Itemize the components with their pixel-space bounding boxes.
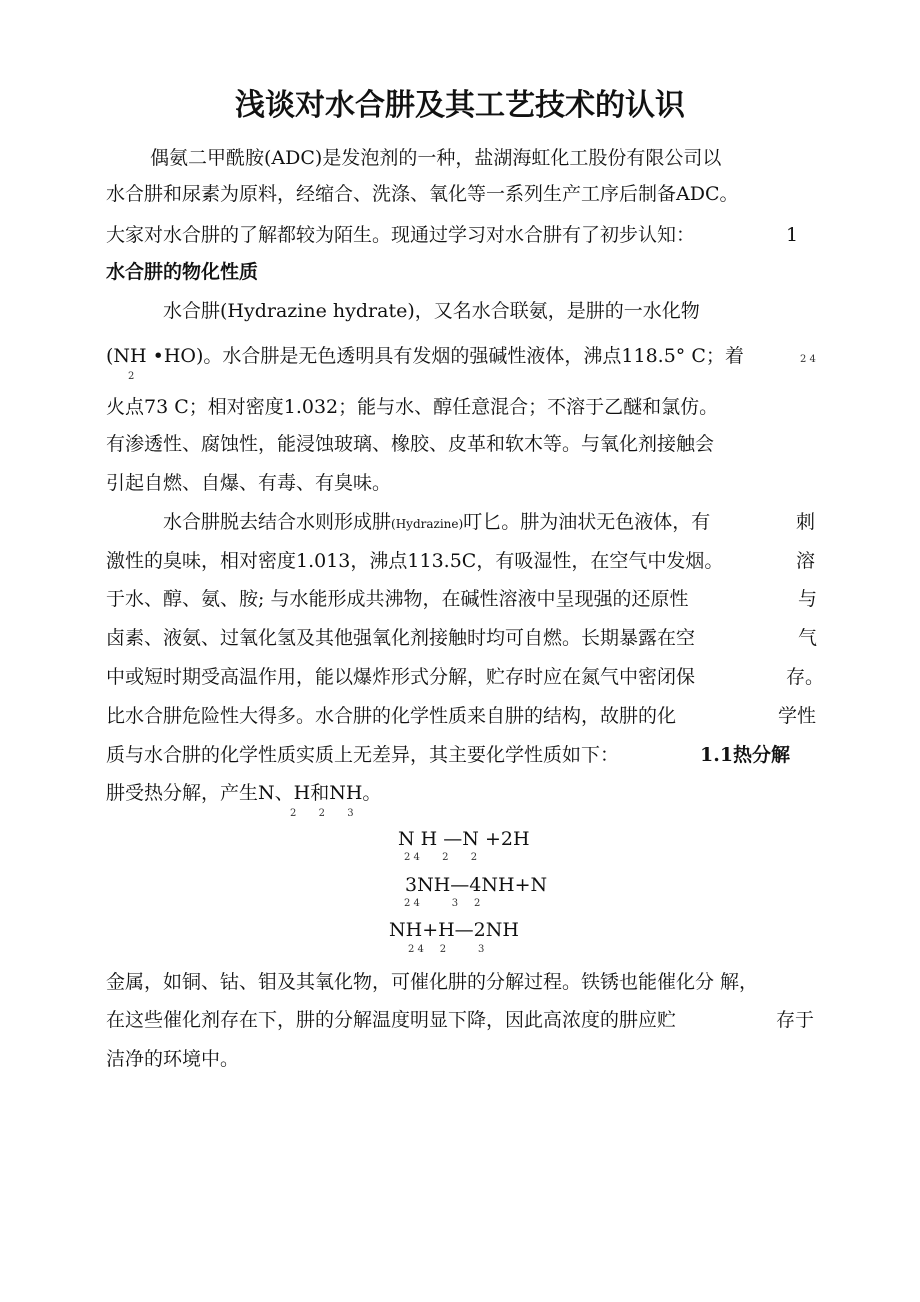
- para3-line-1-text-b: 叮匕。肼为油状无色液体，有: [463, 511, 711, 533]
- para2-line-2: (NH •HO)。水合肼是无色透明具有发烟的强碱性液体，沸点118.5° C；着: [106, 345, 744, 367]
- para3-line-1: [163, 510, 710, 536]
- para4-line-2-end: 存于: [776, 1009, 815, 1031]
- para4-line-3: 洁净的环境中。: [106, 1048, 240, 1070]
- section-number: 1: [786, 224, 799, 246]
- equation-1: N H —N +2H: [398, 828, 530, 850]
- para3-line-7: 质与水合肼的化学性质实质上无差异，其主要化学性质如下：: [106, 744, 620, 766]
- para3-line-6-end: 学性: [778, 705, 817, 727]
- para4-line-1: 金属，如铜、钴、钼及其氧化物，可催化肼的分解过程。铁锈也能催化分 解，: [106, 971, 759, 993]
- para2-line-1: 水合肼(Hydrazine hydrate)，又名水合联氨，是肼的一水化物: [163, 300, 700, 322]
- equation-2: 3NH—4NH+N: [405, 874, 548, 896]
- para2-line-5: 引起自燃、自爆、有毒、有臭味。: [106, 472, 392, 494]
- subsection-heading: 1.1热分解: [700, 744, 791, 766]
- intro-line-2: 水合肼和尿素为原料，经缩合、洗涤、氧化等一系列生产工序后制备ADC。: [106, 183, 739, 205]
- equation-3-subscripts: 2 4 2 3: [408, 944, 485, 955]
- para3-line-8-subscripts: 2 2 3: [290, 808, 354, 819]
- para3-line-2: 激性的臭味，相对密度1.013，沸点113.5C，有吸湿性，在空气中发烟。: [106, 550, 724, 572]
- para3-line-3: 于水、醇、氨、胺; 与水能形成共沸物，在碱性溶液中呈现强的还原性: [106, 588, 689, 610]
- para3-line-3-end: 与: [798, 588, 818, 610]
- para2-line-2-subscript-2: 2: [128, 371, 135, 382]
- document-title: 浅谈对水合肼及其工艺技术的认识: [235, 88, 685, 123]
- para3-line-5-end: 存。: [786, 666, 825, 688]
- para3-line-4: 卤素、液氨、过氧化氢及其他强氧化剂接触时均可自燃。长期暴露在空: [106, 627, 696, 649]
- para3-line-1-english: (Hydrazine): [391, 517, 464, 531]
- para2-line-3: 火点73 C；相对密度1.032；能与水、醇任意混合；不溶于乙醚和氯仿。: [106, 396, 719, 418]
- para3-line-1-text: 水合肼脱去结合水则形成肼: [163, 511, 392, 533]
- para3-line-5: 中或短时期受高温作用，能以爆炸形式分解，贮存时应在氮气中密闭保: [106, 666, 696, 688]
- para3-line-8: 肼受热分解，产生N、H和NH。: [106, 782, 382, 804]
- para2-line-2-subscript: 2 4: [800, 354, 816, 365]
- equation-3: NH+H—2NH: [389, 919, 519, 941]
- equation-1-subscripts: 2 4 2 2: [404, 852, 478, 863]
- equation-2-subscripts: 2 4 3 2: [404, 898, 481, 909]
- para2-line-4: 有渗透性、腐蚀性，能浸蚀玻璃、橡胶、皮革和软木等。与氧化剂接触会: [106, 433, 715, 455]
- para4-line-2: 在这些催化剂存在下，肼的分解温度明显下降，因此高浓度的肼应贮: [106, 1009, 677, 1031]
- section-heading: 水合肼的物化性质: [106, 261, 259, 283]
- para3-line-2-end: 溶: [796, 550, 816, 572]
- para3-line-6: 比水合肼危险性大得多。水合肼的化学性质来自肼的结构，故肼的化: [106, 705, 677, 727]
- para3-line-4-end: 气: [798, 627, 818, 649]
- para3-line-1-end: 刺: [796, 511, 816, 533]
- intro-line-3: 大家对水合肼的了解都较为陌生。现通过学习对水合肼有了初步认知：: [106, 224, 696, 246]
- intro-line-1: 偶氨二甲酰胺(ADC)是发泡剂的一种，盐湖海虹化工股份有限公司以: [150, 147, 722, 169]
